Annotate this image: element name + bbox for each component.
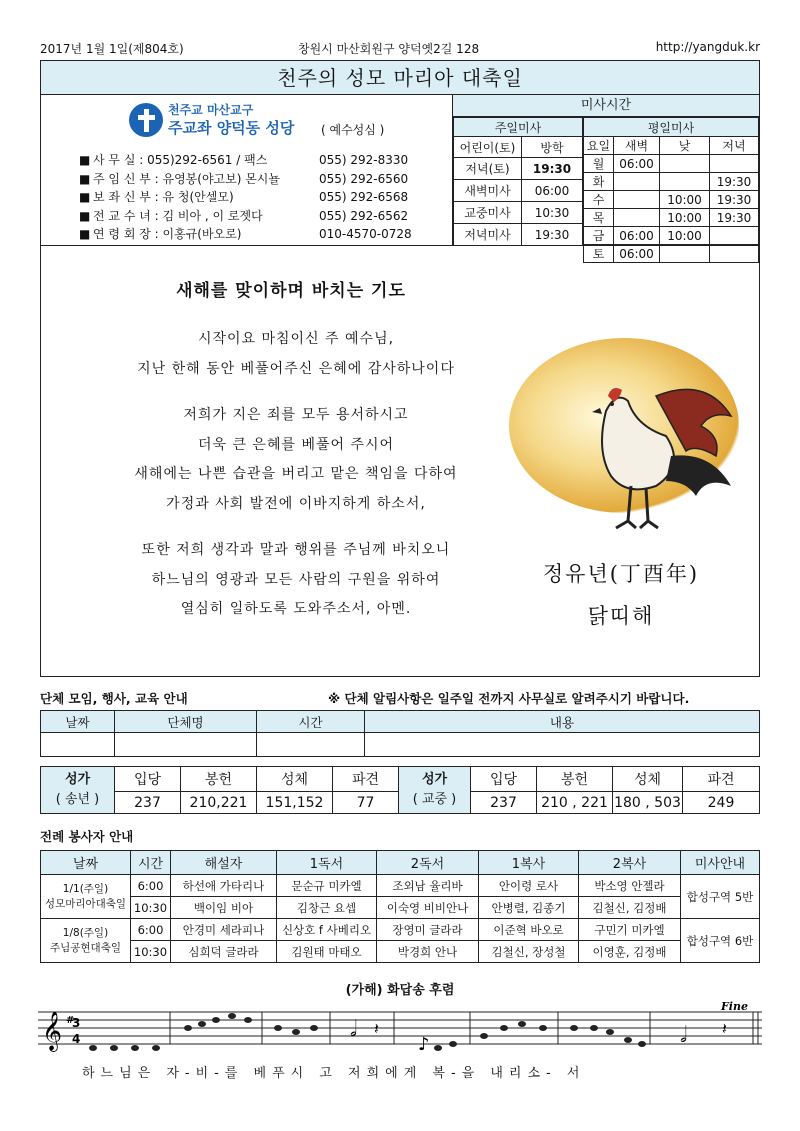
- sunday-mass-table: 주일미사 어린이(토) 방학 저녁(토) 19:30 새벽미사 06:00 교중미사 10:30 저녁미사 19:30: [453, 117, 583, 246]
- svg-text:Fine: Fine: [721, 1000, 748, 1013]
- prayer-line: 열심히 일하도록 도와주소서, 아멘.: [180, 601, 412, 617]
- staff-list: [79, 151, 439, 244]
- groups-table: 날짜 단체명 시간 내용: [40, 710, 760, 757]
- music-staff: [38, 1000, 762, 1058]
- prayer-line: 새해에는 나쁜 습관을 버리고 맡은 책임을 다하여: [134, 466, 458, 482]
- table-row: 10:30 심희덕 글라라 김원태 마태오 박경희 안나 김철신, 장성철 이영훈, 김정배: [41, 941, 760, 963]
- staff-row: ■ 보 좌 신 부 : 유 청(안셀모) 055) 292-6568: [79, 188, 439, 207]
- prayer-line: 또한 저희 생각과 말과 행위를 주님께 바치오니: [141, 542, 451, 558]
- mass-times: [453, 95, 759, 261]
- year-name: 정유년(丁酉年): [542, 562, 700, 586]
- website-link[interactable]: http://yangduk.kr: [655, 40, 760, 54]
- treble-clef-icon: 𝄞: [42, 1011, 63, 1051]
- hymn-title: (가해) 화답송 후렴: [345, 983, 455, 998]
- prayer-line: 지난 한해 동안 베풀어주신 은혜에 감사하나이다: [137, 360, 455, 377]
- half-note-icon: 𝅗𝅥: [680, 1023, 687, 1048]
- bullet-icon: ■: [79, 227, 91, 241]
- rest-icon: 𝄽: [374, 1019, 379, 1038]
- table-row: 1/1(주일) 성모마리아대축일 6:00 하선애 가타리나 문순규 미카엘 조외남 율리바 안이령 로사 박소영 안젤라 합성구역 5반: [41, 875, 760, 897]
- groups-section-title: 단체 모임, 행사, 교육 안내: [40, 691, 188, 706]
- table-row: 1/8(주일) 주님공현대축일 6:00 안경미 세라피나 신상호 f 사베리오 장영미 글라라 이준혁 바오로 구민기 미카엘 합성구역 6반: [41, 919, 760, 941]
- feast-title: 천주의 성모 마리아 대축일: [41, 61, 759, 95]
- issue-date: 2017년 1월 1일(제804호): [40, 42, 184, 56]
- bullet-icon: ■: [79, 153, 91, 167]
- hymn-stats-table: 성가 ( 송년 ) 입당 봉헌 성체 파견 성가 ( 교중 ) 입당 봉헌 성체 파견 237 210,221 151,152 77 237 210 , 221 180 , 503 249: [40, 766, 760, 814]
- key-signature-icon: #: [66, 1015, 75, 1026]
- prayer-line: 가정과 사회 발전에 이바지하게 하소서,: [166, 495, 426, 512]
- groups-notice: ※ 단체 알림사항은 일주일 전까지 사무실로 알려주시기 바랍니다.: [328, 691, 690, 706]
- notes: [89, 1013, 646, 1051]
- diocese-name: 천주교 마산교구: [168, 103, 254, 117]
- church-patron: ( 예수성심 ): [321, 123, 385, 137]
- bullet-icon: ■: [79, 208, 91, 223]
- staff-row: ■ 연 령 회 장 : 이홍규(바오로) 010-4570-0728: [79, 225, 439, 244]
- svg-text:3: 3: [72, 1016, 81, 1030]
- church-name: 주교좌 양덕동 성당: [168, 119, 295, 137]
- stats-label-year-end: 성가 ( 송년 ): [41, 767, 115, 814]
- servers-table: 날짜 시간 해설자 1독서 2독서 1복사 2복사 미사안내 1/1(주일) 성모마리아대축일 6:00 하선애 가타리나 문순규 미카엘 조외남 율리바 안이령 로사 박소영 안젤라 합성구역 5반 10:30 백이임 비아 김창근 요셉 이숙영 비비안나 안병렬, 김종기 김철신, 김정배 1/8(주일) 주님공현대축일 6:00 안경미 세라피나 신상호 f 사베리오 장영미 글라라 이준혁 바오로 구민기 미카엘 합성구역 6반 10:30 심희덕 글라라 김원태 마태오 박경희 안나 김철신, 장성철 이영훈, 김정배: [40, 850, 760, 963]
- bulletin-frame: [40, 60, 760, 677]
- prayer-line: 시작이요 마침이신 주 예수님,: [197, 331, 395, 347]
- prayer-text: [71, 328, 521, 628]
- servers-section-title: 전례 봉사자 안내: [40, 829, 134, 844]
- quarter-note-icon: ♪: [418, 1034, 430, 1055]
- table-row: 10:30 백이임 비아 김창근 요셉 이숙영 비비안나 안병렬, 김종기 김철신, 김정배: [41, 897, 760, 919]
- new-year-prayer: [41, 245, 759, 676]
- rooster-illustration: [536, 356, 736, 536]
- hymn-lyrics: 하느님은 자-비-를 베푸시 고 저희에게 복-을 내리소- 서: [82, 1066, 586, 1081]
- staff-row: ■ 전 교 수 녀 : 김 비아 , 이 로젯다 055) 292-6562: [79, 207, 439, 226]
- bullet-icon: ■: [79, 190, 91, 204]
- stats-label-main: 성가 ( 교중 ): [399, 767, 471, 814]
- rest-icon: 𝄽: [722, 1019, 727, 1038]
- church-address: 창원시 마산회원구 양덕옛2길 128: [298, 42, 480, 56]
- church-info: [41, 95, 453, 245]
- prayer-title: 새해를 맞이하며 바치는 기도: [176, 281, 406, 301]
- prayer-line: 하느님의 영광과 모든 사람의 구원을 위하여: [151, 571, 441, 588]
- prayer-line: 저희가 지은 죄를 모두 용서하시고: [183, 407, 409, 423]
- zodiac-year: 닭띠해: [587, 604, 655, 628]
- top-header: [40, 40, 760, 58]
- church-logo-icon: [129, 103, 163, 137]
- prayer-line: 더욱 큰 은혜를 베풀어 주시어: [197, 436, 395, 453]
- weekday-mass-table: 평일미사 요일 새벽 낮 저녁 월 06:00 화 19:30 수 10:00 19:30 목 10:00 19:30 금 06:00 10:00 토 06:00: [583, 117, 759, 263]
- half-note-icon: 𝅗𝅥: [350, 1017, 357, 1042]
- svg-text:4: 4: [72, 1032, 81, 1046]
- staff-row: ■ 사 무 실 : 055)292-6561 / 팩스 055) 292-8330: [79, 151, 439, 170]
- staff-row: ■ 주 임 신 부 : 유영봉(야고보) 몬시뇰 055) 292-6560: [79, 170, 439, 189]
- bullet-icon: ■: [79, 171, 91, 186]
- mass-times-title: 미사시간: [453, 95, 759, 117]
